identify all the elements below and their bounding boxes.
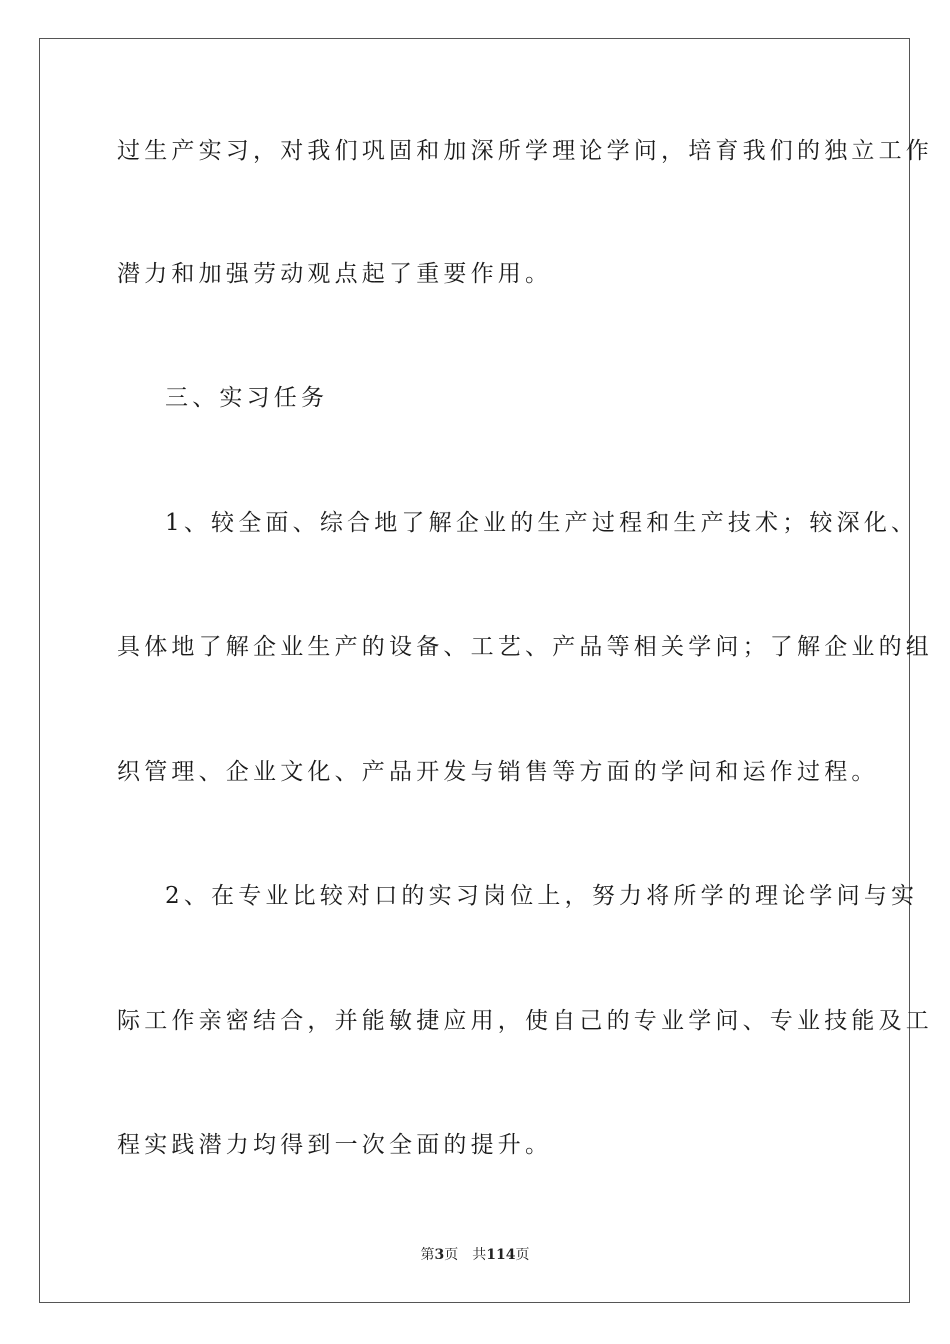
body-text-line-4: 1、较全面、综合地了解企业的生产过程和生产技术；较深化、 <box>165 510 919 536</box>
body-text-line-2: 潜力和加强劳动观点起了重要作用。 <box>117 261 553 287</box>
total-prefix: 共 <box>472 1247 487 1263</box>
body-text-line-6: 织管理、企业文化、产品开发与销售等方面的学问和运作过程。 <box>117 759 879 785</box>
body-text-line-8: 际工作亲密结合，并能敏捷应用，使自己的专业学问、专业技能及工 <box>117 1008 933 1034</box>
body-text-line-1: 过生产实习，对我们巩固和加深所学理论学问，培育我们的独立工作 <box>117 138 933 164</box>
body-text-line-9: 程实践潜力均得到一次全面的提升。 <box>117 1132 553 1158</box>
page-prefix: 第 <box>420 1247 435 1263</box>
page-footer <box>0 1246 950 1264</box>
section-heading: 三、实习任务 <box>165 385 329 411</box>
page-suffix: 页 <box>444 1247 459 1263</box>
body-text-line-5: 具体地了解企业生产的设备、工艺、产品等相关学问；了解企业的组 <box>117 634 933 660</box>
page-border <box>39 38 933 1303</box>
total-suffix: 页 <box>515 1247 530 1263</box>
page-number: 3 <box>434 1247 445 1263</box>
total-pages: 114 <box>486 1247 516 1263</box>
body-text-line-7: 2、在专业比较对口的实习岗位上，努力将所学的理论学问与实 <box>165 883 919 909</box>
